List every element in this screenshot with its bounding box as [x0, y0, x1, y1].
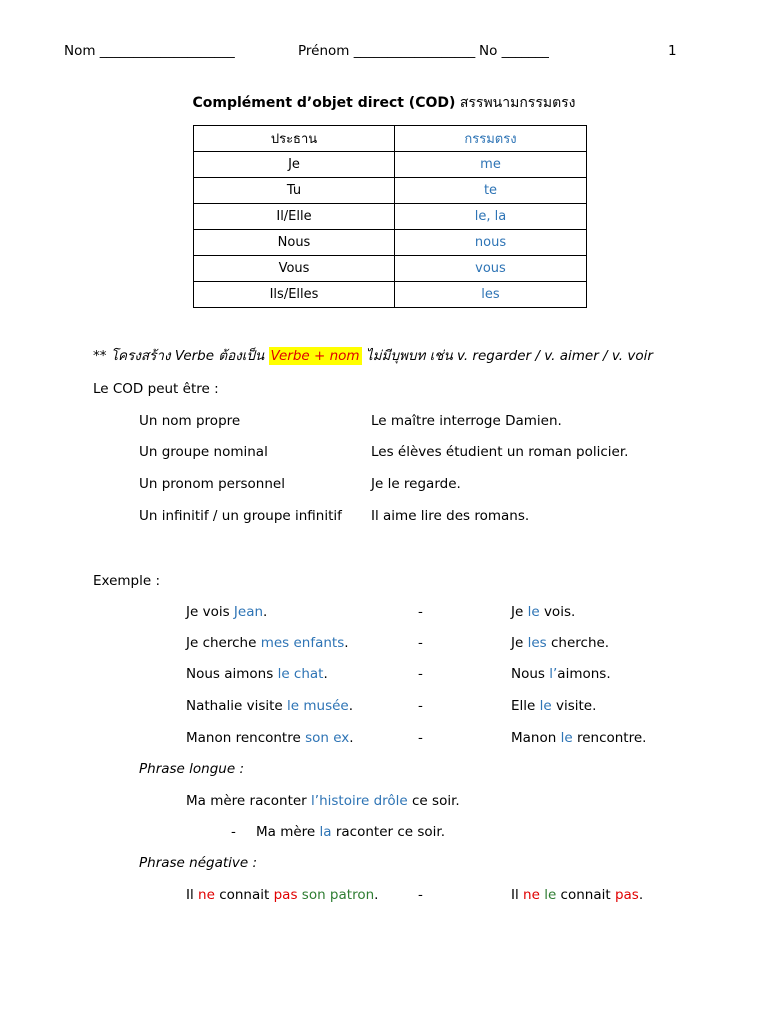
example-dash: - — [418, 635, 423, 651]
cod-cell: me — [395, 152, 587, 178]
prenom-field[interactable]: Prénom __________________ — [298, 43, 476, 59]
phrase-longue-answer — [256, 822, 445, 842]
example-sentence — [186, 602, 267, 622]
text-segment: Il — [511, 887, 524, 903]
pronoun-highlight: la — [319, 824, 332, 840]
negation-ne: ne — [198, 887, 215, 903]
note-prefix: ** โครงสร้าง Verbe ต้องเป็น — [93, 348, 269, 364]
cod-type-example: Il aime lire des romans. — [371, 508, 530, 524]
text-segment: . — [374, 887, 379, 903]
nom-field[interactable]: Nom ____________________ — [64, 43, 235, 59]
text-segment: Je vois — [186, 604, 234, 620]
text-segment: Nathalie visite — [186, 698, 288, 714]
cod-cell: nous — [395, 230, 587, 256]
text-segment: Nous — [511, 666, 550, 682]
text-segment: . — [348, 698, 354, 714]
text-segment: Ma mère — [256, 824, 320, 840]
text-segment: cherche. — [546, 635, 610, 651]
example-dash: - — [418, 887, 423, 903]
text-segment: ce soir. — [407, 793, 460, 809]
table-row — [194, 230, 587, 256]
cod-highlight: son ex — [305, 730, 350, 746]
cod-highlight: le musée — [287, 698, 349, 714]
text-segment: aimons. — [557, 666, 611, 682]
cod-cell: te — [395, 178, 587, 204]
negation-ne: ne — [523, 887, 540, 903]
example-sentence — [186, 633, 349, 653]
subject-cell: Tu — [194, 178, 395, 204]
exemple-label: Exemple : — [93, 573, 161, 589]
pronoun-highlight: les — [527, 635, 547, 651]
pronoun-highlight: le — [560, 730, 573, 746]
subject-cell: Il/Elle — [194, 204, 395, 230]
subject-cell: Nous — [194, 230, 395, 256]
negative-sentence — [186, 885, 378, 905]
text-segment: . — [263, 604, 268, 620]
negative-answer — [511, 885, 643, 905]
pronoun-highlight: le — [527, 604, 540, 620]
example-sentence — [186, 696, 353, 716]
subject-cell: Vous — [194, 256, 395, 282]
cod-highlight: Jean — [233, 604, 264, 620]
table-row — [194, 152, 587, 178]
text-segment: . — [638, 887, 644, 903]
header-subject: ประธาน — [194, 126, 395, 152]
cod-type-label: Un infinitif / un groupe infinitif — [139, 508, 342, 524]
text-segment: . — [344, 635, 349, 651]
phrase-longue-bullet: - — [231, 824, 236, 840]
text-segment: connait — [556, 887, 615, 903]
cod-intro: Le COD peut être : — [93, 381, 219, 397]
example-sentence — [186, 664, 328, 684]
text-segment: connait — [214, 887, 274, 903]
document-title — [0, 92, 768, 114]
text-segment: Il — [186, 887, 199, 903]
table-row — [194, 282, 587, 308]
text-segment: . — [323, 666, 328, 682]
example-dash: - — [418, 604, 423, 620]
text-segment: Manon rencontre — [186, 730, 306, 746]
pronoun-highlight: l’ — [549, 666, 558, 682]
example-sentence — [186, 728, 354, 748]
text-segment: Ma mère raconter — [186, 793, 312, 809]
example-answer — [511, 633, 609, 653]
table-row — [194, 204, 587, 230]
page-number: 1 — [668, 43, 677, 59]
structure-note — [93, 346, 653, 366]
pronoun-highlight: le — [539, 698, 552, 714]
cod-highlight: l’histoire drôle — [311, 793, 408, 809]
example-dash: - — [418, 666, 423, 682]
cod-type-label: Un pronom personnel — [139, 476, 285, 492]
phrase-negative-label: Phrase négative : — [139, 855, 258, 871]
cod-highlight: le chat — [277, 666, 324, 682]
cod-type-label: Un nom propre — [139, 413, 241, 429]
text-segment: . — [349, 730, 354, 746]
table-header-row — [194, 126, 587, 152]
cod-cell: le, la — [395, 204, 587, 230]
cod-highlight: mes enfants — [260, 635, 345, 651]
cod-cell: vous — [395, 256, 587, 282]
pronoun-highlight: le — [544, 887, 557, 903]
cod-cell: les — [395, 282, 587, 308]
table-row — [194, 256, 587, 282]
cod-type-example: Les élèves étudient un roman policier. — [371, 444, 629, 460]
number-field[interactable]: No _______ — [479, 43, 549, 59]
text-segment: rencontre. — [572, 730, 647, 746]
note-highlight: Verbe + nom — [270, 348, 360, 364]
pronoun-table — [193, 125, 587, 308]
text-segment: visite. — [551, 698, 597, 714]
table-row — [194, 178, 587, 204]
cod-type-example: Le maître interroge Damien. — [371, 413, 562, 429]
phrase-longue-sentence — [186, 791, 460, 811]
cod-type-example: Je le regarde. — [371, 476, 461, 492]
text-segment: Elle — [511, 698, 540, 714]
example-dash: - — [418, 698, 423, 714]
negation-pas: pas — [273, 887, 298, 903]
cod-highlight: son patron — [301, 887, 375, 903]
text-segment: Je cherche — [186, 635, 261, 651]
subject-cell: Je — [194, 152, 395, 178]
text-segment: vois. — [539, 604, 576, 620]
example-answer — [511, 696, 596, 716]
header-direct-object: กรรมตรง — [395, 126, 587, 152]
header-line — [64, 43, 672, 61]
text-segment: Je — [511, 604, 528, 620]
example-answer — [511, 664, 611, 684]
text-segment: Manon — [511, 730, 561, 746]
note-suffix: ไม่มีบุพบท เช่น v. regarder / v. aimer / v. voir — [361, 348, 653, 364]
phrase-longue-label: Phrase longue : — [139, 761, 244, 777]
negation-pas: pas — [614, 887, 639, 903]
text-segment: raconter ce soir. — [331, 824, 446, 840]
title-thai: สรรพนามกรรมตรง — [455, 95, 576, 111]
text-segment: Nous aimons — [186, 666, 278, 682]
subject-cell: Ils/Elles — [194, 282, 395, 308]
title-main: Complément d’objet direct (COD) — [192, 95, 456, 111]
text-segment: Je — [511, 635, 528, 651]
cod-type-label: Un groupe nominal — [139, 444, 268, 460]
example-dash: - — [418, 730, 423, 746]
example-answer — [511, 602, 575, 622]
example-answer — [511, 728, 646, 748]
